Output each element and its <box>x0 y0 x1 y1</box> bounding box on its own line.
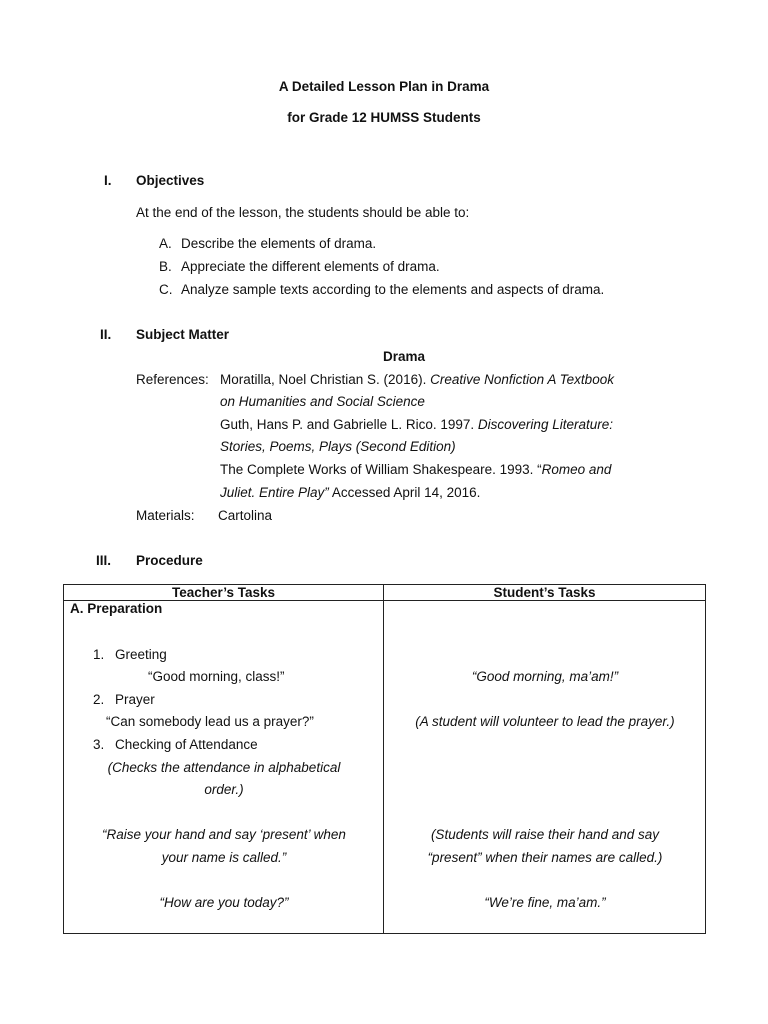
reference-2-title: Discovering Literature: <box>477 417 613 432</box>
objective-item: Appreciate the different elements of drama. <box>181 259 440 274</box>
doc-subtitle: for Grade 12 HUMSS Students <box>287 110 481 125</box>
reference-1 <box>220 372 614 387</box>
objective-letter: B. <box>159 259 172 274</box>
step-number: 3. <box>93 737 105 752</box>
reference-3-author: The Complete Works of William Shakespeare. 1993. “ <box>220 462 542 477</box>
materials-label: Materials: <box>136 508 195 523</box>
objective-letter: A. <box>159 236 172 251</box>
student-fine-reply: “We’re fine, ma’am.” <box>484 895 606 910</box>
procedure-numeral: III. <box>96 553 112 568</box>
section-preparation: A. Preparation <box>70 601 163 616</box>
step-attendance: Checking of Attendance <box>115 737 258 752</box>
reference-3 <box>220 462 611 477</box>
procedure-heading: Procedure <box>136 553 203 568</box>
attendance-note: (Checks the attendance in alphabetical <box>107 760 341 775</box>
procedure-table <box>63 584 706 934</box>
reference-1-title-cont: on Humanities and Social Science <box>220 394 425 409</box>
step-prayer: Prayer <box>115 692 155 707</box>
step-greeting: Greeting <box>115 647 167 662</box>
step-number: 2. <box>93 692 105 707</box>
reference-3-title-cont: Juliet. Entire Play” <box>220 485 329 500</box>
teacher-greeting-line: “Good morning, class!” <box>148 669 285 684</box>
student-greeting-reply: “Good morning, ma’am!” <box>471 669 619 684</box>
objective-letter: C. <box>159 282 173 297</box>
subject-numeral: II. <box>100 327 112 342</box>
reference-3-title: Romeo and <box>541 462 612 477</box>
reference-2 <box>220 417 613 432</box>
teacher-tasks-header: Teacher’s Tasks <box>64 585 384 601</box>
subject-heading: Subject Matter <box>136 327 230 342</box>
objectives-heading: Objectives <box>136 173 205 188</box>
attendance-note-cont: order.) <box>204 782 244 797</box>
references-label: References: <box>136 372 209 387</box>
reference-1-title: Creative Nonfiction A Textbook <box>430 372 614 387</box>
reference-2-author: Guth, Hans P. and Gabrielle L. Rico. 1997. <box>220 417 475 432</box>
objectives-numeral: I. <box>104 173 112 188</box>
reference-3-cont <box>220 485 480 500</box>
reference-3-accessed: Accessed April 14, 2016. <box>331 485 481 500</box>
student-tasks-header: Student’s Tasks <box>384 585 706 601</box>
student-prayer-reply: (A student will volunteer to lead the prayer.) <box>415 714 675 729</box>
materials-value: Cartolina <box>218 508 273 523</box>
reference-2-title-cont: Stories, Poems, Plays (Second Edition) <box>220 439 456 454</box>
reference-1-author: Moratilla, Noel Christian S. (2016). <box>220 372 427 387</box>
objective-item: Describe the elements of drama. <box>181 236 377 251</box>
doc-title: A Detailed Lesson Plan in Drama <box>278 79 490 94</box>
teacher-how-are-you: “How are you today?” <box>159 895 289 910</box>
step-number: 1. <box>93 647 105 662</box>
subject-topic: Drama <box>383 349 426 364</box>
student-raise-hand: (Students will raise their hand and say <box>430 827 660 842</box>
objective-item: Analyze sample texts according to the elements and aspects of drama. <box>181 282 605 297</box>
teacher-raise-hand: “Raise your hand and say ‘present’ when <box>102 827 346 842</box>
teacher-prayer-line: “Can somebody lead us a prayer?” <box>106 714 314 729</box>
objectives-intro: At the end of the lesson, the students should be able to: <box>136 205 470 220</box>
teacher-raise-hand-cont: your name is called.” <box>161 850 287 865</box>
student-tasks-cell <box>384 601 706 934</box>
teacher-tasks-cell <box>64 601 384 934</box>
student-raise-hand-cont: “present” when their names are called.) <box>427 850 663 865</box>
